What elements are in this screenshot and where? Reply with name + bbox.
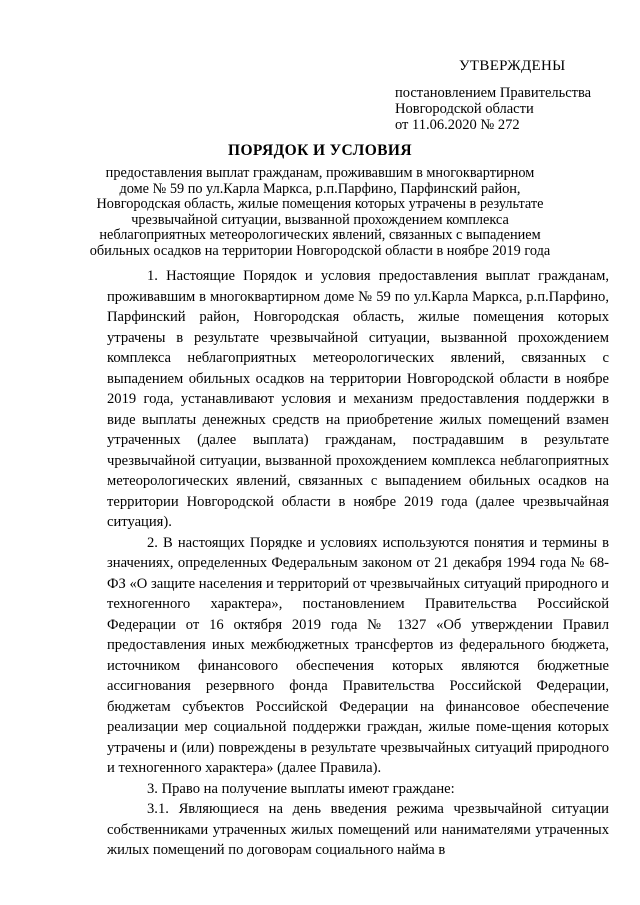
document-title: ПОРЯДОК И УСЛОВИЯ [228,142,412,159]
subtitle-line: чрезвычайной ситуации, вызванной прохождением комплекса [131,211,509,228]
document-body [107,266,609,861]
paragraph-3-1: 3.1. Являющиеся на день введения режима чрезвычайной ситуации собственниками утраченных жилых помещений или нанимателями утраченных жилых помещений по договорам социального найма в [107,801,609,858]
subtitle-line: предоставления выплат гражданам, проживавшим в многоквартирном [105,165,535,181]
subtitle-line: обильных осадков на территории Новгородской области в ноябре 2019 года [89,242,551,259]
subtitle-line: Новгородская область, жилые помещения которых утрачены в результате [96,196,544,212]
subtitle-line: неблагоприятных метеорологических явлений, связанных с выпадением [99,227,541,243]
paragraph-1: 1. Настоящие Порядок и условия предоставления выплат гражданам, проживавшим в многоквартирном доме № 59 по ул.Карла Маркса, р.п.Парфино, Парфинский район, Новгородская область, жилые помещения которых утрачены в результате чрезвычайной ситуации, вызванной прохождением комплекса неблагоприятных метеорологических явлений, связанных с выпадением обильных осадков на территории Новгородской области в ноябре 2019 года, устанавливают условия и механизм предоставления поддержки в виде выплаты денежных средств на приобретение жилых помещений взамен утраченных (далее выплата) гражданам, пострадавшим в результате чрезвычайной ситуации, вызванной прохождением комплекса неблагоприятных метеорологических явлений, связанных с выпадением обильных осадков на территории Новгородской области в ноябре 2019 года (далее чрезвычайная ситуация). [107,268,609,530]
paragraph-3: 3. Право на получение выплаты имеют граждане: [147,780,455,797]
approval-date-line: от 11.06.2020 № 272 [395,117,520,133]
approval-line: постановлением Правительства [395,85,592,101]
approval-block [395,58,595,133]
document-subtitle [80,166,560,259]
paragraph-2: 2. В настоящих Порядке и условиях используются понятия и термины в значениях, определенных Федеральным законом от 21 декабря 1994 года № 68-ФЗ «О защите населения и территорий от чрезвычайных ситуаций природного и техногенного характера», постановлением Правительства Российской Федерации от 16 октября 2019 года № 1327 «Об утверждении Правил предоставления иных межбюджетных трансфертов из федерального бюджета, источником финансового обеспечения которых являются бюджетные ассигнования резервного фонда Правительства Российской Федерации, бюджетам субъектов Российской Федерации на финансовое обеспечение реализации мер социальной поддержки граждан, жилые поме-щения которых утрачены и (или) повреждены в результате чрезвычайных ситуаций природного и техногенного характера» (далее Правила). [107,534,609,776]
subtitle-line: доме № 59 по ул.Карла Маркса, р.п.Парфино, Парфинский район, [119,180,521,197]
approval-line: Новгородской области [395,101,534,117]
approval-title: УТВЕРЖДЕНЫ [459,58,566,74]
